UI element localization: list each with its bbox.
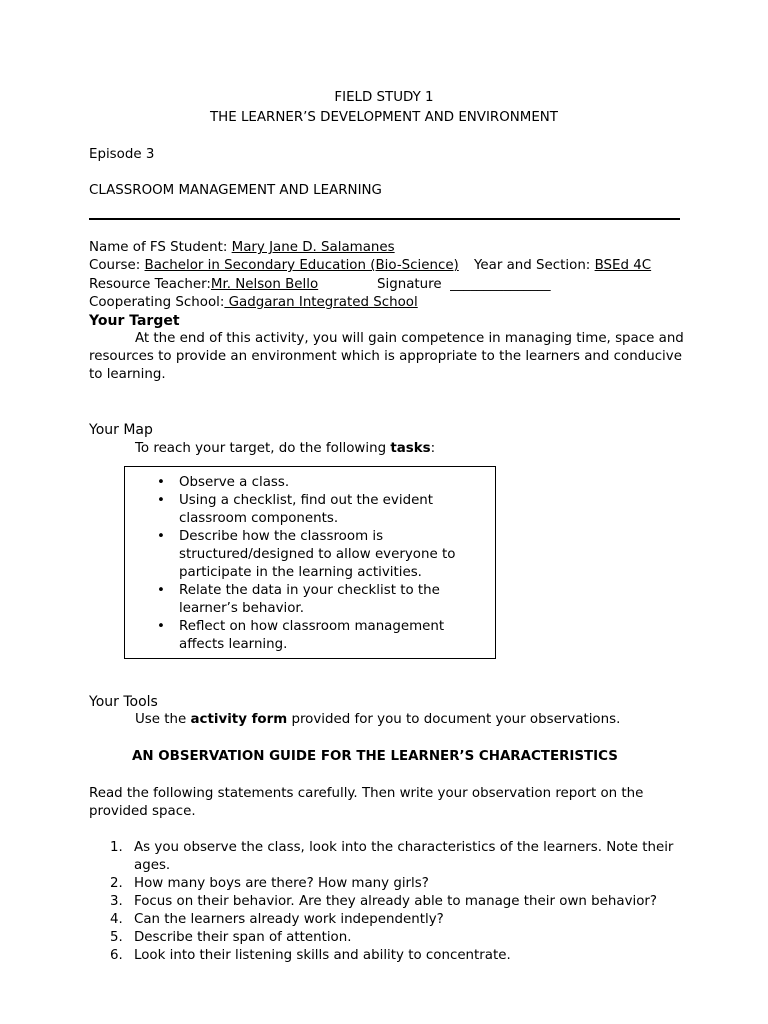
tasks-list bbox=[125, 474, 495, 654]
step-number: 3. bbox=[110, 894, 123, 909]
step-item bbox=[110, 929, 690, 947]
tasks-box bbox=[124, 466, 496, 659]
step-number: 6. bbox=[110, 948, 123, 963]
teacher-line bbox=[89, 276, 318, 294]
step-item bbox=[110, 875, 690, 893]
guide-instructions: Read the following statements carefully. Then write your observation report on the provided space. bbox=[89, 786, 644, 819]
task-item: • Observe a class. bbox=[125, 474, 495, 492]
task-item: • Using a checklist, find out the evident classroom components. bbox=[125, 492, 495, 528]
course-line bbox=[89, 257, 459, 275]
student-value: Mary Jane D. Salamanes bbox=[231, 240, 395, 255]
map-heading: Your Map bbox=[89, 422, 153, 438]
teacher-label: Resource Teacher: bbox=[89, 277, 211, 292]
task-item: • Reflect on how classroom management affects learning. bbox=[125, 618, 495, 654]
school-line bbox=[89, 294, 418, 312]
tools-text-bold: activity form bbox=[190, 712, 288, 727]
task-item: • Describe how the classroom is structured/designed to allow everyone to participate in the learning activities. bbox=[125, 528, 495, 582]
student-name-line bbox=[89, 239, 395, 257]
step-number: 5. bbox=[110, 930, 123, 945]
step-item bbox=[110, 911, 690, 929]
horizontal-rule bbox=[89, 218, 680, 220]
tools-text bbox=[135, 711, 620, 729]
step-text: Look into their listening skills and ability to concentrate. bbox=[134, 948, 511, 963]
step-text: Describe their span of attention. bbox=[134, 930, 352, 945]
school-value: Gadgaran Integrated School bbox=[224, 295, 418, 310]
step-number: 2. bbox=[110, 876, 123, 891]
school-label: Cooperating School: bbox=[89, 295, 225, 310]
course-label: Course: bbox=[89, 258, 145, 273]
signature-line bbox=[377, 276, 551, 294]
steps-list bbox=[110, 839, 690, 965]
year-section-line bbox=[474, 257, 651, 275]
step-text: As you observe the class, look into the characteristics of the learners. Note their ages. bbox=[134, 840, 674, 873]
year-label: Year and Section: bbox=[474, 258, 595, 273]
course-value: Bachelor in Secondary Education (Bio-Science) bbox=[144, 258, 459, 273]
header-line-1: FIELD STUDY 1 bbox=[334, 90, 434, 105]
task-item: • Relate the data in your checklist to the learner’s behavior. bbox=[125, 582, 495, 618]
episode-label: Episode 3 bbox=[89, 147, 155, 162]
step-number: 4. bbox=[110, 912, 123, 927]
map-intro-text: To reach your target, do the following bbox=[135, 441, 391, 456]
step-item bbox=[110, 893, 690, 911]
step-item bbox=[110, 947, 690, 965]
signature-label: Signature bbox=[377, 277, 442, 292]
map-intro-colon: : bbox=[430, 441, 436, 456]
target-text: At the end of this activity, you will gain competence in managing time, space and resources to provide an environment which is appropriate to the learners and conducive to learning. bbox=[89, 331, 684, 382]
student-label: Name of FS Student: bbox=[89, 240, 232, 255]
step-item bbox=[110, 839, 690, 875]
step-number: 1. bbox=[110, 840, 123, 855]
step-text: Focus on their behavior. Are they already able to manage their own behavior? bbox=[134, 894, 658, 909]
target-heading: Your Target bbox=[89, 313, 180, 329]
document-title: THE LEARNER’S DEVELOPMENT AND ENVIRONMENT bbox=[209, 110, 558, 125]
tools-text-pre: Use the bbox=[135, 712, 191, 727]
year-value: BSEd 4C bbox=[594, 258, 652, 273]
map-intro-bold: tasks bbox=[390, 441, 431, 456]
map-intro bbox=[135, 440, 435, 458]
step-text: How many boys are there? How many girls? bbox=[134, 876, 429, 891]
teacher-value: Mr. Nelson Bello bbox=[210, 277, 319, 292]
guide-title: AN OBSERVATION GUIDE FOR THE LEARNER’S CHARACTERISTICS bbox=[132, 749, 618, 764]
step-text: Can the learners already work independently? bbox=[134, 912, 444, 927]
tools-heading: Your Tools bbox=[89, 694, 158, 710]
signature-blank: _______________ bbox=[450, 277, 551, 292]
topic-heading: CLASSROOM MANAGEMENT AND LEARNING bbox=[89, 183, 382, 198]
tools-text-post: provided for you to document your observations. bbox=[287, 712, 621, 727]
